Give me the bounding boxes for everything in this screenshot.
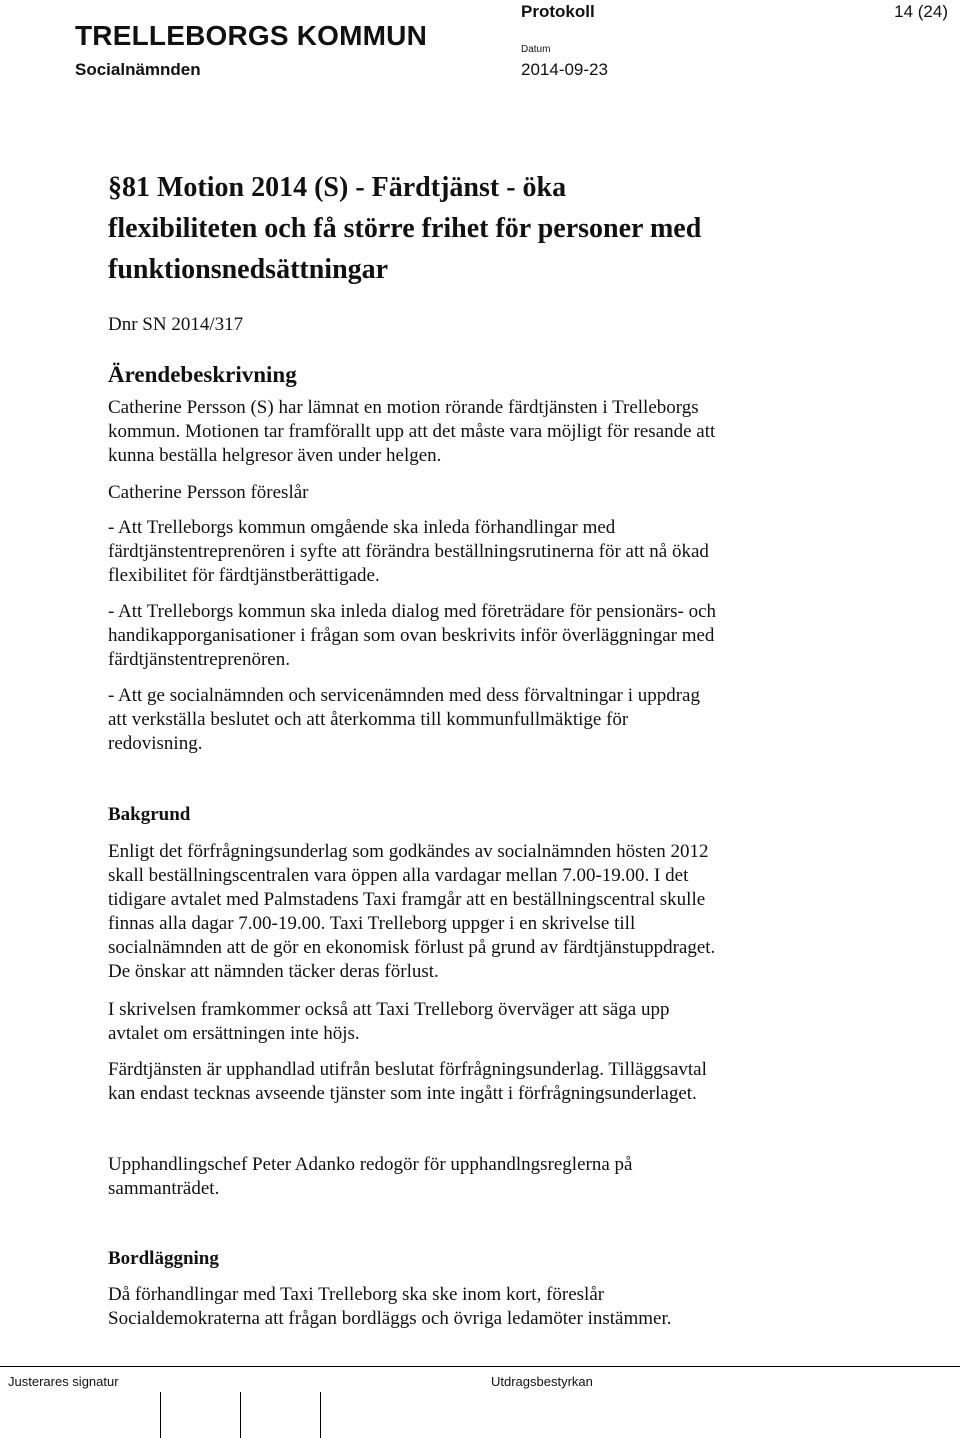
text-line: kommun. Motionen tar framförallt upp att det måste vara möjligt för resande att bbox=[108, 421, 716, 442]
text-line: - Att Trelleborgs kommun omgående ska inleda förhandlingar med bbox=[108, 517, 616, 538]
text-line: färdtjänstentreprenören i syfte att förändra beställningsrutinerna för att nå ökad bbox=[108, 541, 709, 562]
text-line: sammanträdet. bbox=[108, 1178, 220, 1199]
text-line: att verkställa beslutet och att återkomma till kommunfullmäktige för bbox=[108, 709, 629, 730]
title-line: §81 Motion 2014 (S) - Färdtjänst - öka bbox=[108, 172, 567, 203]
text-line: finnas alla dagar 7.00-19.00. Taxi Trelleborg uppger i en skrivelse till bbox=[108, 913, 636, 934]
paragraph-bakgrund-3 bbox=[108, 1058, 707, 1106]
title-line: flexibiliteten och få större frihet för personer med bbox=[108, 213, 702, 244]
date-value: 2014-09-23 bbox=[521, 60, 608, 79]
proposal-item-3 bbox=[108, 684, 700, 756]
proposes-label: Catherine Persson föreslår bbox=[108, 482, 309, 503]
text-line: Då förhandlingar med Taxi Trelleborg ska ske inom kort, föreslår bbox=[108, 1284, 605, 1305]
department-name: Socialnämnden bbox=[75, 60, 201, 79]
text-line: Socialdemokraterna att frågan bordläggs och övriga ledamöter instämmer. bbox=[108, 1308, 672, 1329]
footer-divider bbox=[0, 1366, 960, 1367]
signature-box-divider bbox=[240, 1392, 241, 1438]
text-line: färdtjänstentreprenören. bbox=[108, 649, 290, 670]
paragraph-intro bbox=[108, 396, 715, 468]
text-line: tidigare avtalet med Palmstadens Taxi framgår att en beställningscentral skulle bbox=[108, 889, 706, 910]
section-heading-bakgrund: Bakgrund bbox=[108, 804, 191, 825]
title-line: funktionsnedsättningar bbox=[108, 254, 389, 285]
section-heading-bordlaggning: Bordläggning bbox=[108, 1248, 219, 1269]
paragraph-bakgrund-4 bbox=[108, 1153, 632, 1201]
text-line: De önskar att nämnden täcker deras förlust. bbox=[108, 961, 439, 982]
section-heading-arendebeskrivning: Ärendebeskrivning bbox=[108, 362, 297, 387]
text-line: flexibilitet för färdtjänstberättigade. bbox=[108, 565, 380, 586]
text-line: Färdtjänsten är upphandlad utifrån beslutat förfrågningsunderlag. Tilläggsavtal bbox=[108, 1059, 707, 1080]
paragraph-bordlaggning bbox=[108, 1283, 671, 1331]
text-line: Enligt det förfrågningsunderlag som godkändes av socialnämnden hösten 2012 bbox=[108, 841, 709, 862]
text-line: kunna beställa helgresor även under helgen. bbox=[108, 445, 442, 466]
proposal-item-2 bbox=[108, 600, 716, 672]
text-line: skall beställningscentralen vara öppen alla vardagar mellan 7.00-19.00. I det bbox=[108, 865, 689, 886]
paragraph-bakgrund-2 bbox=[108, 998, 669, 1046]
case-number: Dnr SN 2014/317 bbox=[108, 314, 244, 335]
text-line: kan endast tecknas avseende tjänster som inte ingått i förfrågningsunderlaget. bbox=[108, 1083, 697, 1104]
signature-label: Justerares signatur bbox=[8, 1374, 119, 1389]
text-line: Catherine Persson (S) har lämnat en motion rörande färdtjänsten i Trelleborgs bbox=[108, 397, 699, 418]
date-label: Datum bbox=[521, 44, 551, 55]
text-line: - Att ge socialnämnden och servicenämnden med dess förvaltningar i uppdrag bbox=[108, 685, 700, 706]
document-title bbox=[108, 167, 701, 290]
text-line: redovisning. bbox=[108, 733, 203, 754]
text-line: socialnämnden att de gör en ekonomisk förlust på grund av färdtjänstuppdraget. bbox=[108, 937, 716, 958]
text-line: I skrivelsen framkommer också att Taxi Trelleborg överväger att säga upp bbox=[108, 999, 670, 1020]
proposal-item-1 bbox=[108, 516, 709, 588]
organization-name: TRELLEBORGS KOMMUN bbox=[75, 20, 428, 51]
text-line: - Att Trelleborgs kommun ska inleda dialog med företrädare för pensionärs- och bbox=[108, 601, 717, 622]
text-line: avtalet om ersättningen inte höjs. bbox=[108, 1023, 360, 1044]
signature-box-divider bbox=[320, 1392, 321, 1438]
page-number: 14 (24) bbox=[894, 2, 948, 21]
document-type: Protokoll bbox=[521, 2, 595, 21]
text-line: Upphandlingschef Peter Adanko redogör för upphandlngsreglerna på bbox=[108, 1154, 633, 1175]
certification-label: Utdragsbestyrkan bbox=[491, 1374, 593, 1389]
signature-box-divider bbox=[160, 1392, 161, 1438]
paragraph-bakgrund-1 bbox=[108, 840, 715, 984]
text-line: handikapporganisationer i frågan som ovan beskrivits inför överläggningar med bbox=[108, 625, 715, 646]
